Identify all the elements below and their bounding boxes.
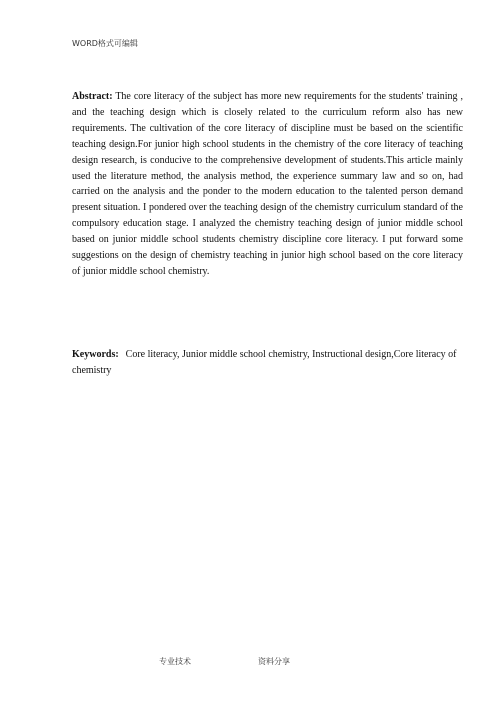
page-header: WORD格式可编辑 [72, 39, 138, 48]
footer-left-text: 专业技术 [159, 657, 191, 666]
abstract-paragraph [72, 89, 463, 280]
abstract-label: Abstract: [72, 91, 113, 102]
keywords-label: Keywords: [72, 349, 119, 360]
keywords-paragraph [72, 347, 463, 379]
footer-right-text: 资料分享 [258, 657, 290, 666]
keywords-text: Core literacy, Junior middle school chemistry, Instructional design,Core literacy of chemistry [72, 349, 457, 376]
abstract-text: The core literacy of the subject has more new requirements for the students' training , and the teaching design which is closely related to the curriculum reform also has new requirements. The cultivation of the core literacy of discipline must be based on the scientific teaching design.For junior high school students in the chemistry of the core literacy of teaching design research, is conducive to the comprehensive development of students.This article mainly used the literature method, the analysis method, the experience summary law and so on, had carried on the analysis and the ponder to the modern education to the talented person demand present situation. I pondered over the teaching design of the chemistry curriculum standard of the compulsory education stage. I analyzed the chemistry teaching design of junior middle school based on junior middle school students chemistry discipline core literacy. I put forward some suggestions on the design of chemistry teaching in junior high school based on the core literacy of junior middle school chemistry. [72, 91, 464, 277]
